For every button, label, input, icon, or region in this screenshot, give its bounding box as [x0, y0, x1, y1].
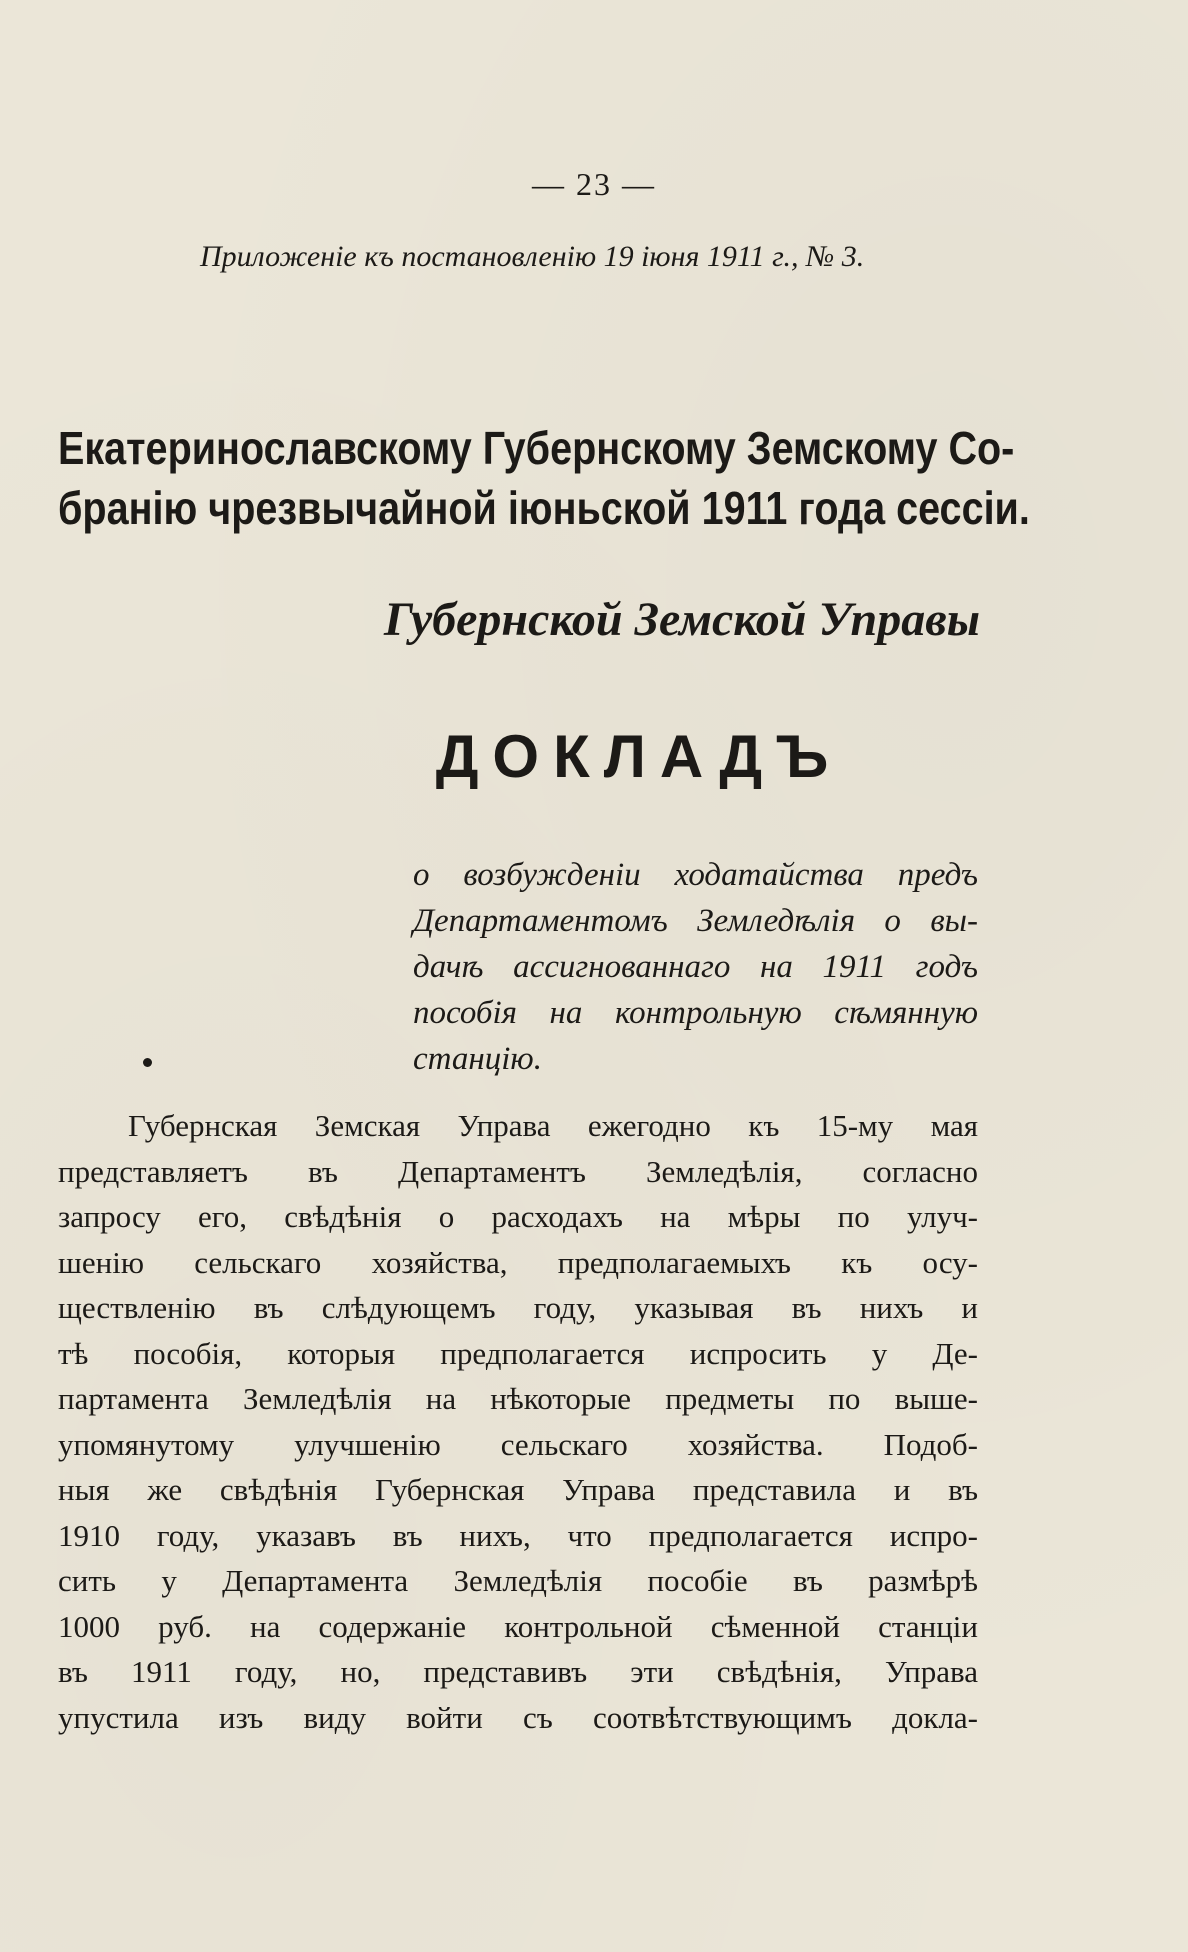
- subject-line-5: станцію.: [413, 1041, 542, 1077]
- body-line: сить у Департамента Земледѣлія пособіе въ размѣрѣ: [58, 1563, 978, 1598]
- body-line: 1000 руб. на содержаніе контрольной сѣменной станціи: [58, 1608, 978, 1644]
- report-subject: [413, 852, 978, 1082]
- body-line: ныя же свѣдѣнія Губернская Управа представила и въ: [58, 1472, 978, 1507]
- body-line: запросу его, свѣдѣнія о расходахъ на мѣры по улуч-: [58, 1199, 978, 1234]
- body-line: Губернская Земская Управа ежегодно къ 15-му мая: [128, 1108, 978, 1143]
- body-line: 1910 году, указавъ въ нихъ, что предполагается испро-: [58, 1517, 978, 1553]
- body-line: ществленію въ слѣдующемъ году, указывая въ нихъ и: [58, 1290, 978, 1325]
- author-line: Губернской Земской Управы: [383, 593, 980, 646]
- page-number: — 23 —: [532, 166, 656, 202]
- report-heading: ДОКЛАДЪ: [435, 723, 843, 790]
- title-line-1: Екатеринославскому Губернскому Земскому Со-: [58, 422, 1015, 474]
- body-line: представляетъ въ Департаментъ Земледѣлія, согласно: [58, 1153, 978, 1189]
- body-line: тѣ пособія, которыя предполагается испросить у Де-: [58, 1335, 978, 1371]
- title-line-2: бранію чрезвычайной іюньской 1911 года сессіи.: [58, 482, 1030, 534]
- body-line: шенію сельскаго хозяйства, предполагаемыхъ къ осу-: [58, 1244, 978, 1280]
- ink-dot: [143, 1058, 152, 1067]
- body-line: въ 1911 году, но, представивъ эти свѣдѣнія, Управа: [58, 1654, 978, 1689]
- body-line: партамента Земледѣлія на нѣкоторые предметы по выше-: [58, 1381, 978, 1416]
- subject-line-1: о возбужденіи ходатайства предъ: [413, 857, 978, 893]
- body-line: упомянутому улучшенію сельскаго хозяйства. Подоб-: [58, 1426, 978, 1462]
- body-paragraph: [58, 1103, 978, 1740]
- subject-line-3: дачѣ ассигнованнаго на 1911 годъ: [413, 949, 978, 985]
- body-line: упустила изъ виду войти съ соотвѣтствующимъ докла-: [58, 1699, 978, 1735]
- appendix-note: Приложеніе къ постановленію 19 іюня 1911 г., № 3.: [200, 240, 865, 273]
- document-title: [58, 418, 1030, 538]
- subject-line-2: Департаментомъ Земледѣлія о вы-: [413, 903, 978, 939]
- subject-line-4: пособія на контрольную сѣмянную: [413, 995, 978, 1031]
